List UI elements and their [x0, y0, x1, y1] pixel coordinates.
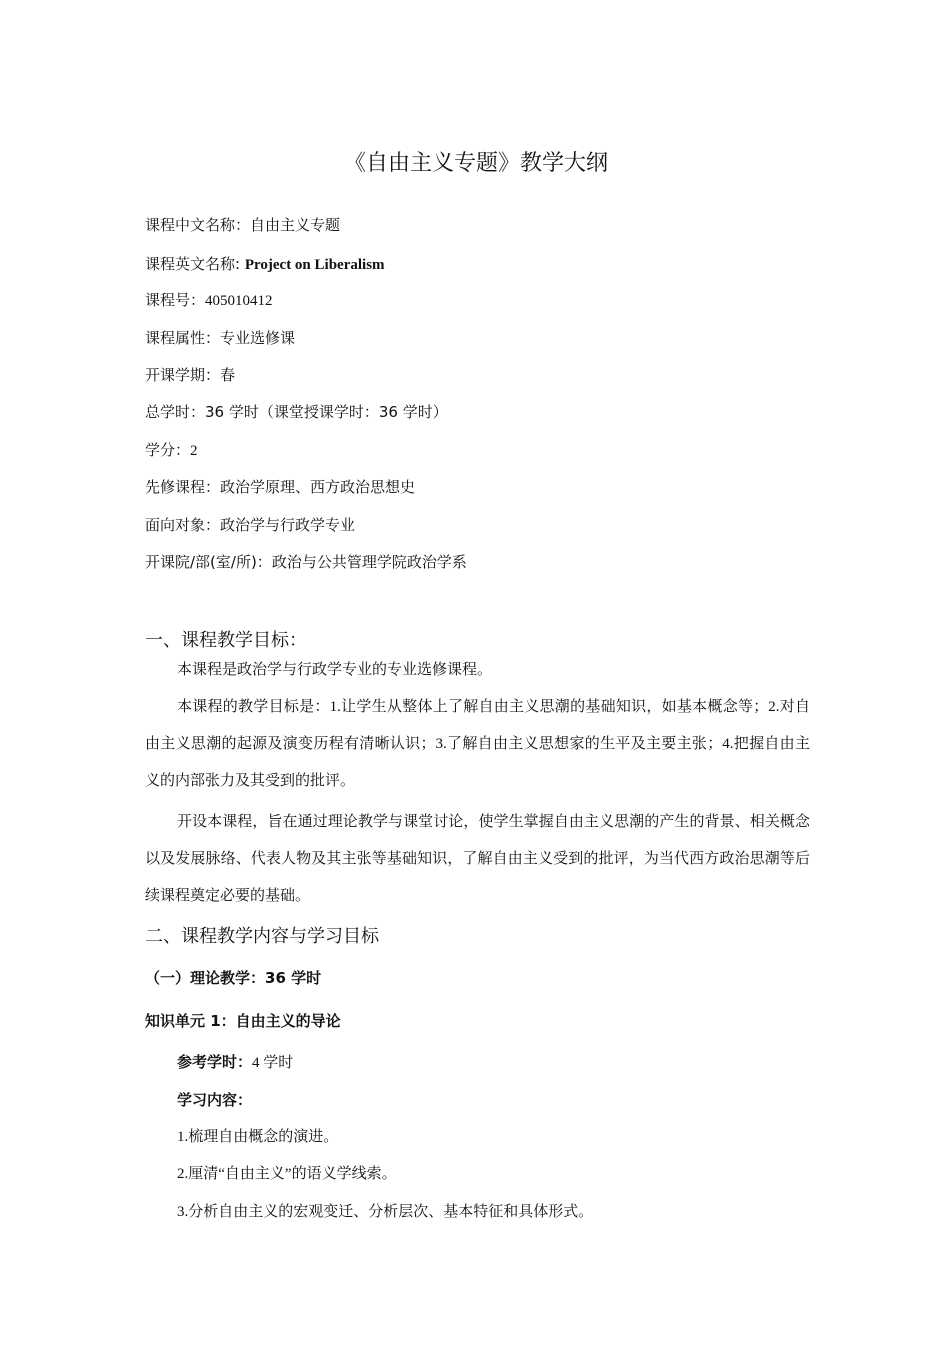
- info-label: 先修课程：: [145, 478, 221, 496]
- info-department: [145, 552, 467, 573]
- content-item: 2.厘清“自由主义”的语义学线索。: [177, 1166, 397, 1182]
- section-1-heading: 一、课程教学目标：: [145, 630, 307, 651]
- info-total-hours: [145, 402, 448, 423]
- info-value: 政治与公共管理学院政治学系: [271, 553, 467, 571]
- reference-hours: [177, 1052, 293, 1073]
- info-english-name: [145, 254, 385, 275]
- info-chinese-name: [145, 215, 340, 236]
- section-1-paragraph: 本课程是政治学与行政学专业的专业选修课程。: [177, 662, 493, 678]
- info-audience: [145, 515, 355, 536]
- info-value: 政治学与行政学专业: [220, 516, 356, 534]
- info-value: 专业选修课: [220, 329, 296, 347]
- section-1-paragraph: 本课程的教学目标是：1.让学生从整体上了解自由主义思潮的基础知识，如基本概念等；2.对自由主义思潮的起源及演变历程有清晰认识；3.了解自由主义思想家的生平及主要主张；4.把握自由主义的内部张力及其受到的批评。: [145, 699, 810, 789]
- info-value: 405010412: [205, 293, 273, 309]
- info-label: 课程号：: [145, 291, 206, 309]
- info-label: 开课学期：: [145, 366, 221, 384]
- content-item: 1.梳理自由概念的演进。: [177, 1129, 339, 1145]
- info-semester: [145, 365, 235, 386]
- document-title: 《自由主义专题》教学大纲: [343, 151, 608, 176]
- unit-title: 知识单元 1：自由主义的导论: [145, 1012, 341, 1030]
- info-course-type: [145, 328, 295, 349]
- info-label: 课程中文名称：: [145, 216, 251, 234]
- info-course-number: [145, 290, 273, 311]
- info-label: 开课院/部(室/所)：: [145, 553, 272, 571]
- info-value: 36 学时（课堂授课学时：36 学时）: [205, 403, 448, 421]
- reference-hours-label: 参考学时：: [177, 1053, 253, 1071]
- theory-teaching-subheading: （一）理论教学：36 学时: [145, 969, 322, 987]
- info-value: 政治学原理、西方政治思想史: [220, 478, 416, 496]
- info-credits: [145, 440, 198, 461]
- section-2-heading: 二、课程教学内容与学习目标: [145, 926, 379, 947]
- section-1-paragraph: 开设本课程，旨在通过理论教学与课堂讨论，使学生掌握自由主义思潮的产生的背景、相关概念以及发展脉络、代表人物及其主张等基础知识，了解自由主义受到的批评，为当代西方政治思潮等后续课程奠定必要的基础。: [145, 814, 810, 904]
- info-label: 面向对象：: [145, 516, 221, 534]
- info-label: 课程英文名称:: [145, 255, 245, 273]
- info-value: Project on Liberalism: [244, 257, 385, 273]
- reference-hours-value: 4 学时: [252, 1055, 294, 1071]
- info-label: 学分：: [145, 441, 191, 459]
- info-value: 自由主义专题: [250, 216, 341, 234]
- content-item: 3.分析自由主义的宏观变迁、分析层次、基本特征和具体形式。: [177, 1204, 594, 1220]
- content-label: 学习内容：: [177, 1091, 253, 1109]
- info-value: 春: [220, 366, 236, 384]
- info-label: 课程属性：: [145, 329, 221, 347]
- info-prerequisites: [145, 477, 415, 498]
- info-label: 总学时：: [145, 403, 206, 421]
- info-value: 2: [190, 443, 198, 459]
